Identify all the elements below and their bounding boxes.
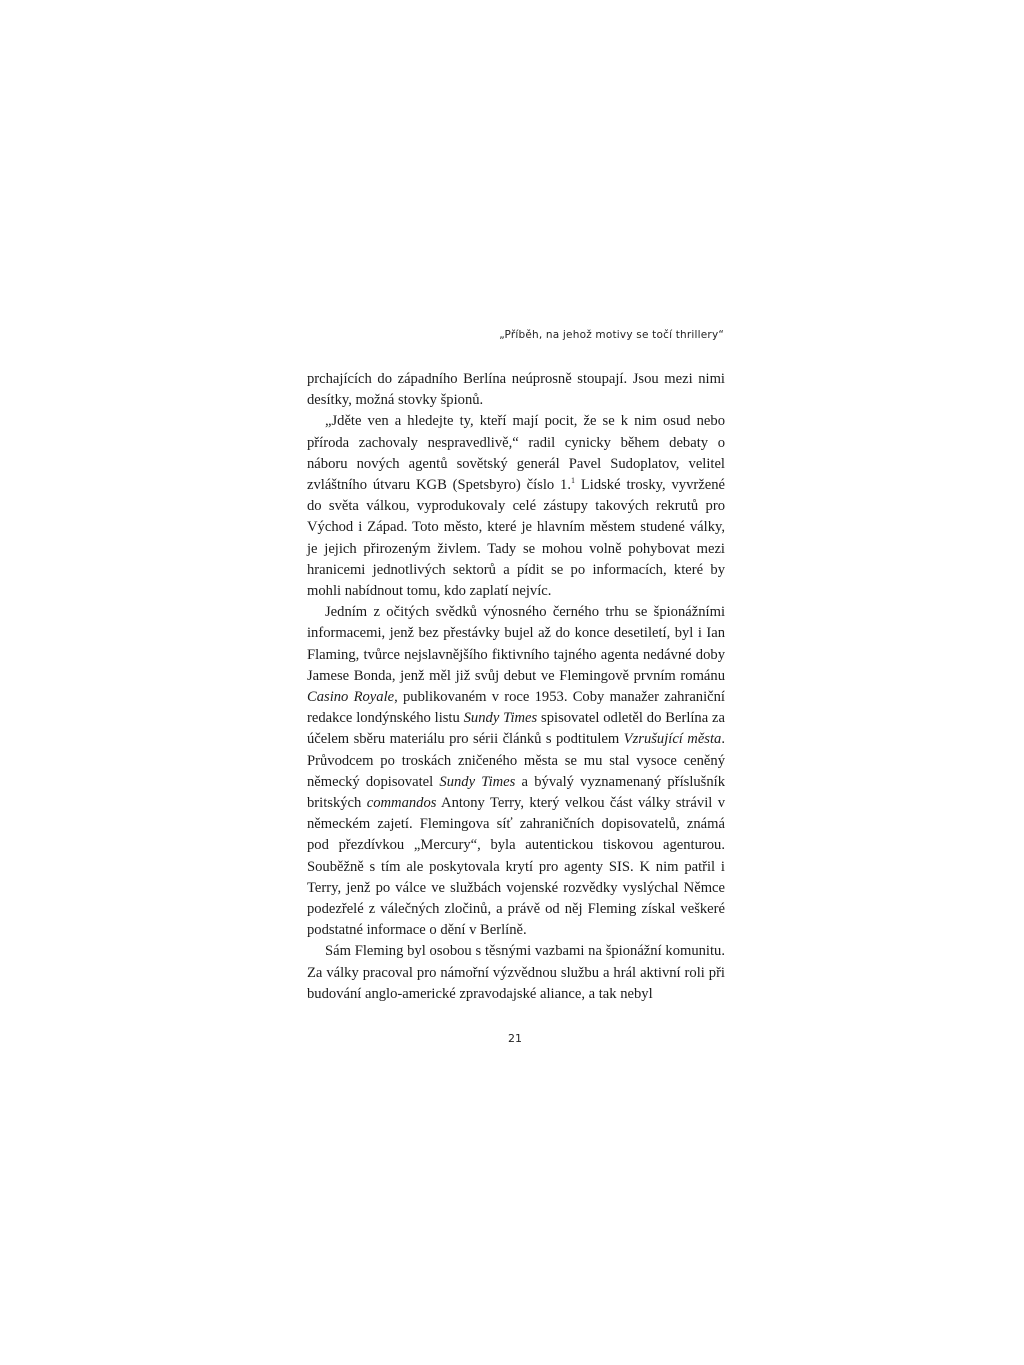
paragraph-3	[307, 602, 725, 941]
paragraph-3-part-a: Jedním z očitých svědků výnosného černého trhu se špionážními informacemi, jenž bez přestávky bujel až do konce desetiletí, byl i Ian Flaming, tvůrce nejslavnějšího fiktivního tajného agenta nedávné doby Jamese Bonda, jenž měl již svůj debut ve Flemingově prvním románu	[307, 604, 725, 684]
footnote-marker: 1	[571, 476, 575, 486]
paragraph-3-part-c: spisovatel odletěl do Berlína za účelem sběru materiálu pro sérii článků s podtitulem	[307, 710, 726, 748]
paragraph-3-part-e: a bývalý vyznamenaný příslušník britských	[307, 773, 726, 812]
running-header: „Příběh, na jehož motivy se točí thrillery“	[499, 329, 724, 341]
book-title-casino-royale: Casino Royale	[307, 689, 395, 706]
commandos-term: commandos	[366, 795, 437, 812]
paragraph-3-part-d: . Průvodcem po troskách zničeného města se mu stal vysoce ceněný německý dopisovatel	[307, 731, 725, 790]
paragraph-3-part-b: , publikovaném v roce 1953. Coby manažer zahraniční redakce londýnského listu	[307, 689, 725, 727]
paragraph-2	[307, 411, 725, 602]
paragraph-1: prchajících do západního Berlína neúprosně stoupají. Jsou mezi nimi desítky, možná stovky špionů.	[307, 371, 725, 409]
paragraph-3-part-f: Antony Terry, který velkou část války strávil v německém zajetí. Flemingova síť zahraničních dopisovatelů, známá pod přezdívkou „Mercury“, byla autentickou tiskovou agenturou. Souběžně s tím ale poskytovala krytí pro agenty SIS. K nim patřil i Terry, jenž po válce ve službách vojenské rozvědky vyslýchal Němce podezřelé z válečných zločinů, a právě od něj Fleming získal veškeré podstatné informace o dění v Berlíně.	[307, 795, 725, 939]
paragraph-4: Sám Fleming byl osobou s těsnými vazbami na špionážní komunitu. Za války pracoval pro námořní výzvědnou službu a hrál aktivní roli při budování anglo-americké zpravodajské aliance, a tak nebyl	[307, 943, 725, 1002]
newspaper-title: Sundy Times	[463, 710, 538, 727]
body-text	[307, 369, 725, 1005]
paragraph-2-part-b: Lidské trosky, vyvržené do světa válkou, vyprodukovaly celé zástupy takových rekrutů pro Východ i Západ. Toto město, které je hlavním městem studené války, je jejich přirozeným živlem. Tady se mohou volně pohybovat mezi hranicemi jednotlivých sektorů a pídit se po informacích, které by mohli nabídnout tomu, kdo zaplatí nejvíc.	[307, 477, 725, 600]
page-number: 21	[508, 1032, 522, 1045]
series-subtitle: Vzrušující města	[623, 731, 722, 748]
newspaper-title-2: Sundy Times	[439, 773, 516, 790]
paragraph-2-part-a: „Jděte ven a hledejte ty, kteří mají pocit, že se k nim osud nebo příroda zachovaly nespravedlivě,“ radil cynicky během debaty o náboru nových agentů sovětský generál Pavel Sudoplatov, velitel zvláštního útvaru KGB (Spetsbyro) číslo 1.	[307, 413, 725, 494]
